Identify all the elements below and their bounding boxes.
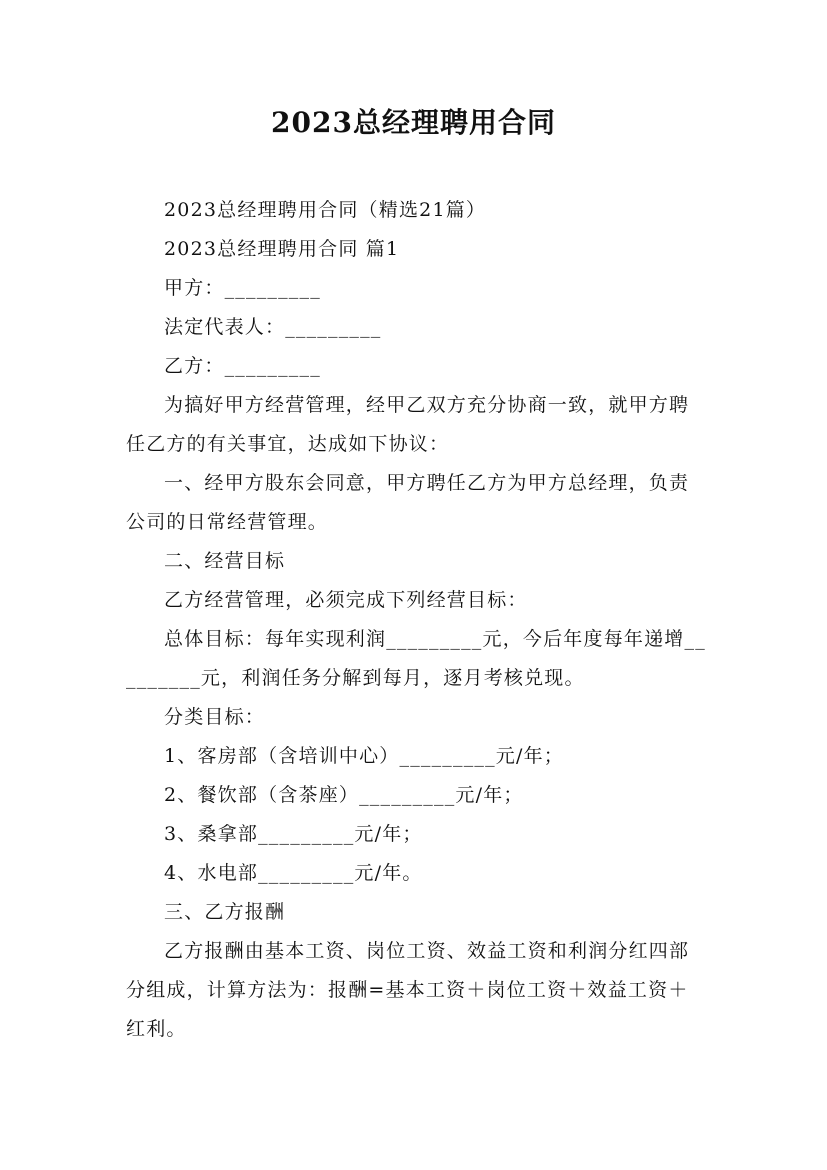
paragraph-legal-representative: 法定代表人：_________ bbox=[164, 316, 382, 338]
paragraph-goal-dining: 2、餐饮部（含茶座）_________元/年； bbox=[164, 784, 524, 806]
paragraph-clause-1: 一、经甲方股东会同意，甲方聘任乙方为甲方总经理，负责公司的日常经营管理。 bbox=[126, 472, 690, 533]
paragraph-goal-utilities: 4、水电部_________元/年。 bbox=[164, 862, 423, 884]
paragraph-preamble: 为搞好甲方经营管理，经甲乙双方充分协商一致，就甲方聘任乙方的有关事宜，达成如下协议： bbox=[126, 394, 690, 455]
paragraph-overall-goal: 总体目标：每年实现利润_________元，今后年度每年递增_________元，利润任务分解到每月，逐月考核兑现。 bbox=[126, 628, 706, 689]
document-title: 2023总经理聘用合同 bbox=[271, 106, 556, 139]
paragraph-heading-compensation: 三、乙方报酬 bbox=[164, 901, 286, 923]
paragraph-heading-goals: 二、经营目标 bbox=[164, 550, 286, 572]
paragraph-party-a: 甲方：_________ bbox=[164, 277, 321, 299]
paragraph-goal-sauna: 3、桑拿部_________元/年； bbox=[164, 823, 423, 845]
paragraph-section-heading: 2023总经理聘用合同 篇1 bbox=[164, 238, 400, 260]
paragraph-party-b: 乙方：_________ bbox=[164, 355, 321, 377]
paragraph-subtitle: 2023总经理聘用合同（精选21篇） bbox=[164, 199, 487, 221]
paragraph-goal-rooms: 1、客房部（含培训中心）_________元/年； bbox=[164, 745, 564, 767]
paragraph-compensation: 乙方报酬由基本工资、岗位工资、效益工资和利润分红四部分组成，计算方法为：报酬=基本工资＋岗位工资＋效益工资＋红利。 bbox=[126, 940, 690, 1040]
paragraph-goals-intro: 乙方经营管理，必须完成下列经营目标： bbox=[164, 589, 528, 611]
paragraph-category-goals: 分类目标： bbox=[164, 706, 266, 728]
document-body bbox=[126, 191, 706, 1049]
